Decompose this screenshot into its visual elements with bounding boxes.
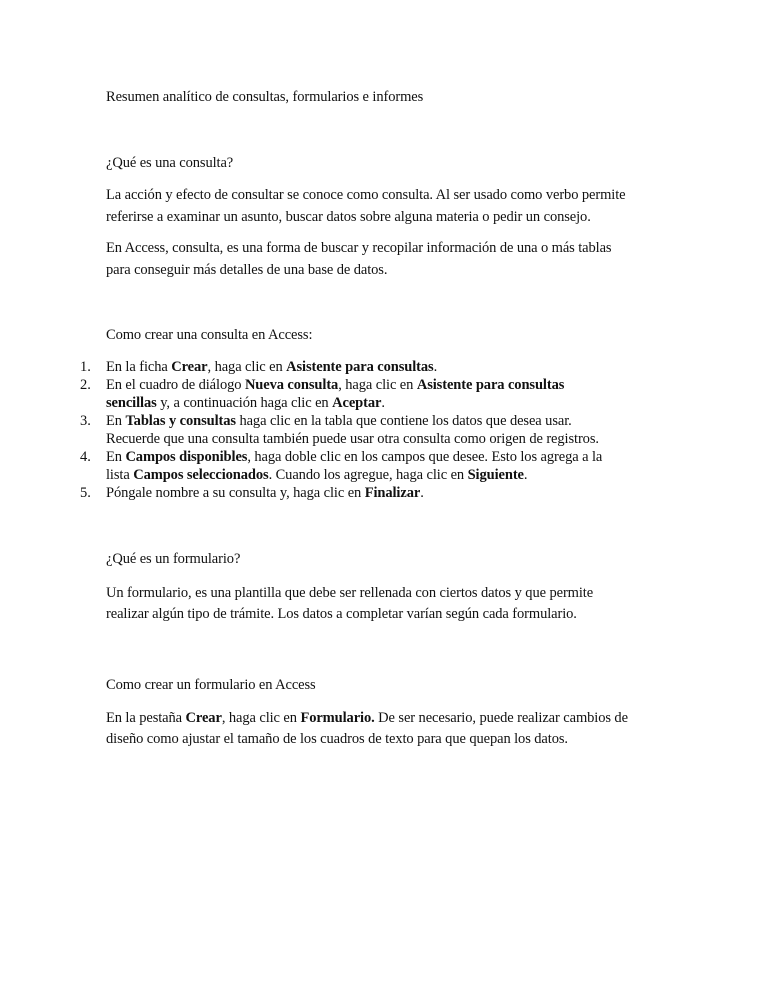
formulario-steps-line-1: En la pestaña Crear, haga clic en Formulario. De ser necesario, puede realizar cambios de	[106, 710, 628, 726]
step-4-continued: lista Campos seleccionados. Cuando los agregue, haga clic en Siguiente.	[106, 467, 528, 483]
step-5: Póngale nombre a su consulta y, haga clic en Finalizar.	[106, 485, 424, 501]
step-number-2: 2.	[80, 377, 91, 393]
step-number-1: 1.	[80, 359, 91, 375]
access-consulta-line-2: para conseguir más detalles de una base de datos.	[106, 262, 388, 278]
consulta-definition-line-2: referirse a examinar un asunto, buscar datos sobre alguna materia o pedir un consejo.	[106, 209, 591, 225]
question-formulario-heading: ¿Qué es un formulario?	[106, 551, 241, 567]
step-2-continued: sencillas y, a continuación haga clic en Aceptar.	[106, 395, 385, 411]
step-4: En Campos disponibles, haga doble clic en los campos que desee. Esto los agrega a la	[106, 449, 603, 465]
howto-consulta-heading: Como crear una consulta en Access:	[106, 327, 313, 343]
access-consulta-line-1: En Access, consulta, es una forma de buscar y recopilar información de una o más tablas	[106, 240, 612, 256]
question-consulta-heading: ¿Qué es una consulta?	[106, 155, 234, 171]
step-number-5: 5.	[80, 485, 91, 501]
document-title: Resumen analítico de consultas, formularios e informes	[106, 89, 424, 105]
formulario-definition-line-2: realizar algún tipo de trámite. Los datos a completar varían según cada formulario.	[106, 606, 577, 622]
howto-formulario-heading: Como crear un formulario en Access	[106, 677, 316, 693]
step-number-3: 3.	[80, 413, 91, 429]
formulario-definition-line-1: Un formulario, es una plantilla que debe ser rellenada con ciertos datos y que permite	[106, 585, 594, 601]
formulario-steps-line-2: diseño como ajustar el tamaño de los cuadros de texto para que quepan los datos.	[106, 731, 568, 747]
step-3-continued: Recuerde que una consulta también puede usar otra consulta como origen de registros.	[106, 431, 599, 447]
consulta-definition-line-1: La acción y efecto de consultar se conoce como consulta. Al ser usado como verbo permite	[106, 187, 626, 203]
step-2: En el cuadro de diálogo Nueva consulta, haga clic en Asistente para consultas	[106, 377, 565, 393]
step-1: En la ficha Crear, haga clic en Asistente para consultas.	[106, 359, 438, 375]
step-3: En Tablas y consultas haga clic en la tabla que contiene los datos que desea usar.	[106, 413, 572, 429]
step-number-4: 4.	[80, 449, 91, 465]
